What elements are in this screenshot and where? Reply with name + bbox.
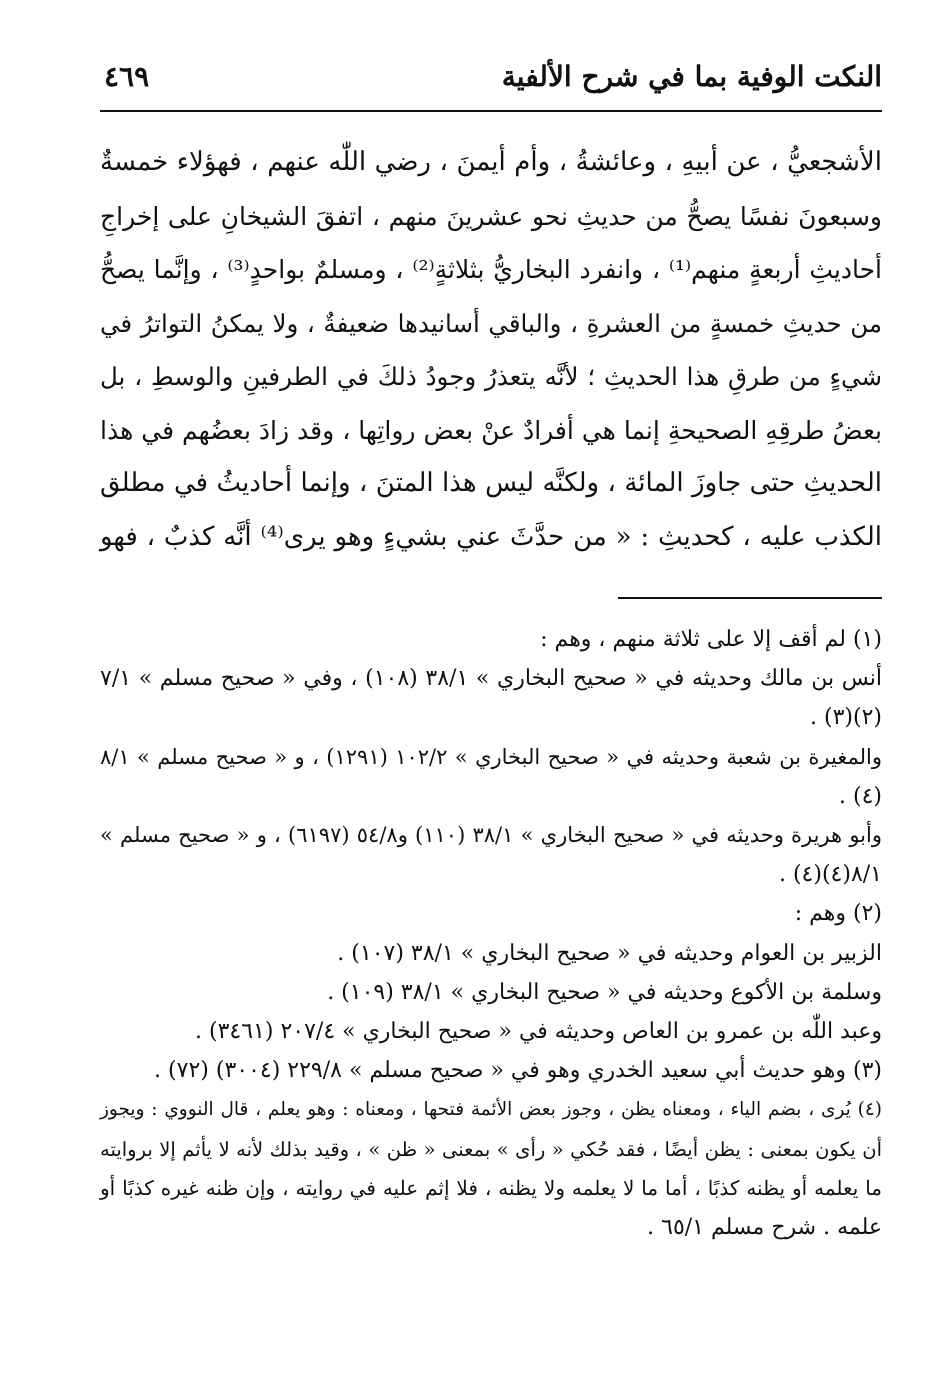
main-text	[100, 136, 882, 564]
footnote-line: (٤) يُرى ، بضم الياء ، ومعناه يظن ، وجوز بعض الأئمة فتحها ، ومعناه : وهو يعلم ، قال النووي : ويجوز	[100, 1099, 882, 1121]
footnote-line: أن يكون بمعنى : يظن أيضًا ، فقد حُكي « رأى » بمعنى « ظن » ، وقيد بذلك لأنه لا يأثم إلا بروايته	[100, 1137, 882, 1161]
text-line: الحديثِ حتى جاوزَ المائة ، ولكنَّه ليس هذا المتنَ ، وإنما أحاديثُ في مطلق	[100, 468, 882, 498]
text-line: وسبعونَ نفسًا يصحُّ من حديثِ نحو عشرينَ منهم ، اتفقَ الشيخانِ على إخراجِ	[100, 201, 882, 231]
page-number: ٤٦٩	[104, 60, 150, 93]
text-line: الأشجعيُّ ، عن أبيهِ ، وعائشةُ ، وأم أيمنَ ، رضي اللّٰه عنهم ، فهؤلاء خمسةٌ	[100, 147, 882, 177]
footnote-line: (٣) وهو حديث أبي سعيد الخدري وهو في « صحيح مسلم » ٢٢٩/٨ (٣٠٠٤) (٧٢) .	[154, 1058, 882, 1084]
text-line: شيءٍ من طرقِ هذا الحديثِ ؛ لأنَّه يتعذرُ وجودُ ذلكَ في الطرفينِ والوسطِ ، بل	[100, 362, 882, 391]
footnote-line: (٢)(٣) .	[810, 705, 882, 731]
footnote-line: ٨/١(٤)(٤) .	[778, 862, 882, 888]
footnote-line: الزبير بن العوام وحديثه في « صحيح البخاري » ٣٨/١ (١٠٧) .	[337, 940, 882, 966]
page-header	[100, 58, 882, 108]
text-line: من حديثِ خمسةٍ من العشرةِ ، والباقي أسانيدها ضعيفةٌ ، ولا يمكنُ التواترُ في	[100, 308, 882, 338]
footnote-line: (٢) وهم :	[794, 901, 882, 927]
footnote-line: أنس بن مالك وحديثه في « صحيح البخاري » ٣٨/١ (١٠٨) ، وفي « صحيح مسلم » ٧/١	[100, 666, 883, 692]
footnotes	[100, 620, 882, 1247]
running-title: النكت الوفية بما في شرح الألفية	[501, 60, 882, 93]
footnote-line: وأبو هريرة وحديثه في « صحيح البخاري » ٣٨/١ (١١٠) و٥٤/٨ (٦١٩٧) ، و « صحيح مسلم »	[100, 823, 883, 848]
footnote-line: علمه . شرح مسلم ٦٥/١ .	[647, 1215, 882, 1241]
text-line: بعضُ طرقِهِ الصحيحةِ إنما هي أفرادٌ عنْ بعض رواتِها ، وقد زادَ بعضُهم في هذا	[100, 415, 882, 445]
footnote-line: (٤) .	[839, 783, 882, 809]
text-line: أحاديثِ أربعةٍ منهم⁽¹⁾ ، وانفرد البخاريُّ بثلاثةٍ⁽²⁾ ، ومسلمٌ بواحدٍ⁽³⁾ ، وإنَّما يصحُّ	[100, 255, 883, 284]
footnote-line: وعبد اللّٰه بن عمرو بن العاص وحديثه في « صحيح البخاري » ٢٠٧/٤ (٣٤٦١) .	[195, 1019, 882, 1045]
footnote-line: (١) لم أقف إلا على ثلاثة منهم ، وهم :	[540, 627, 882, 652]
header-divider	[100, 110, 882, 112]
footnote-line: والمغيرة بن شعبة وحديثه في « صحيح البخاري » ١٠٢/٢ (١٢٩١) ، و « صحيح مسلم » ٨/١	[100, 744, 882, 769]
footnote-divider	[618, 597, 882, 599]
footnote-line: ما يعلمه أو يظنه كذبًا ، أما ما لا يعلمه ولا يظنه ، فلا إثم عليه في روايته ، وإن ظنه غيره كذبًا أو	[100, 1175, 882, 1200]
text-line: الكذب عليه ، كحديثِ : « من حدَّثَ عني بشيءٍ وهو يرى⁽⁴⁾ أنَّه كذبٌ ، فهو	[100, 521, 882, 552]
footnote-line: وسلمة بن الأكوع وحديثه في « صحيح البخاري » ٣٨/١ (١٠٩) .	[327, 979, 882, 1005]
